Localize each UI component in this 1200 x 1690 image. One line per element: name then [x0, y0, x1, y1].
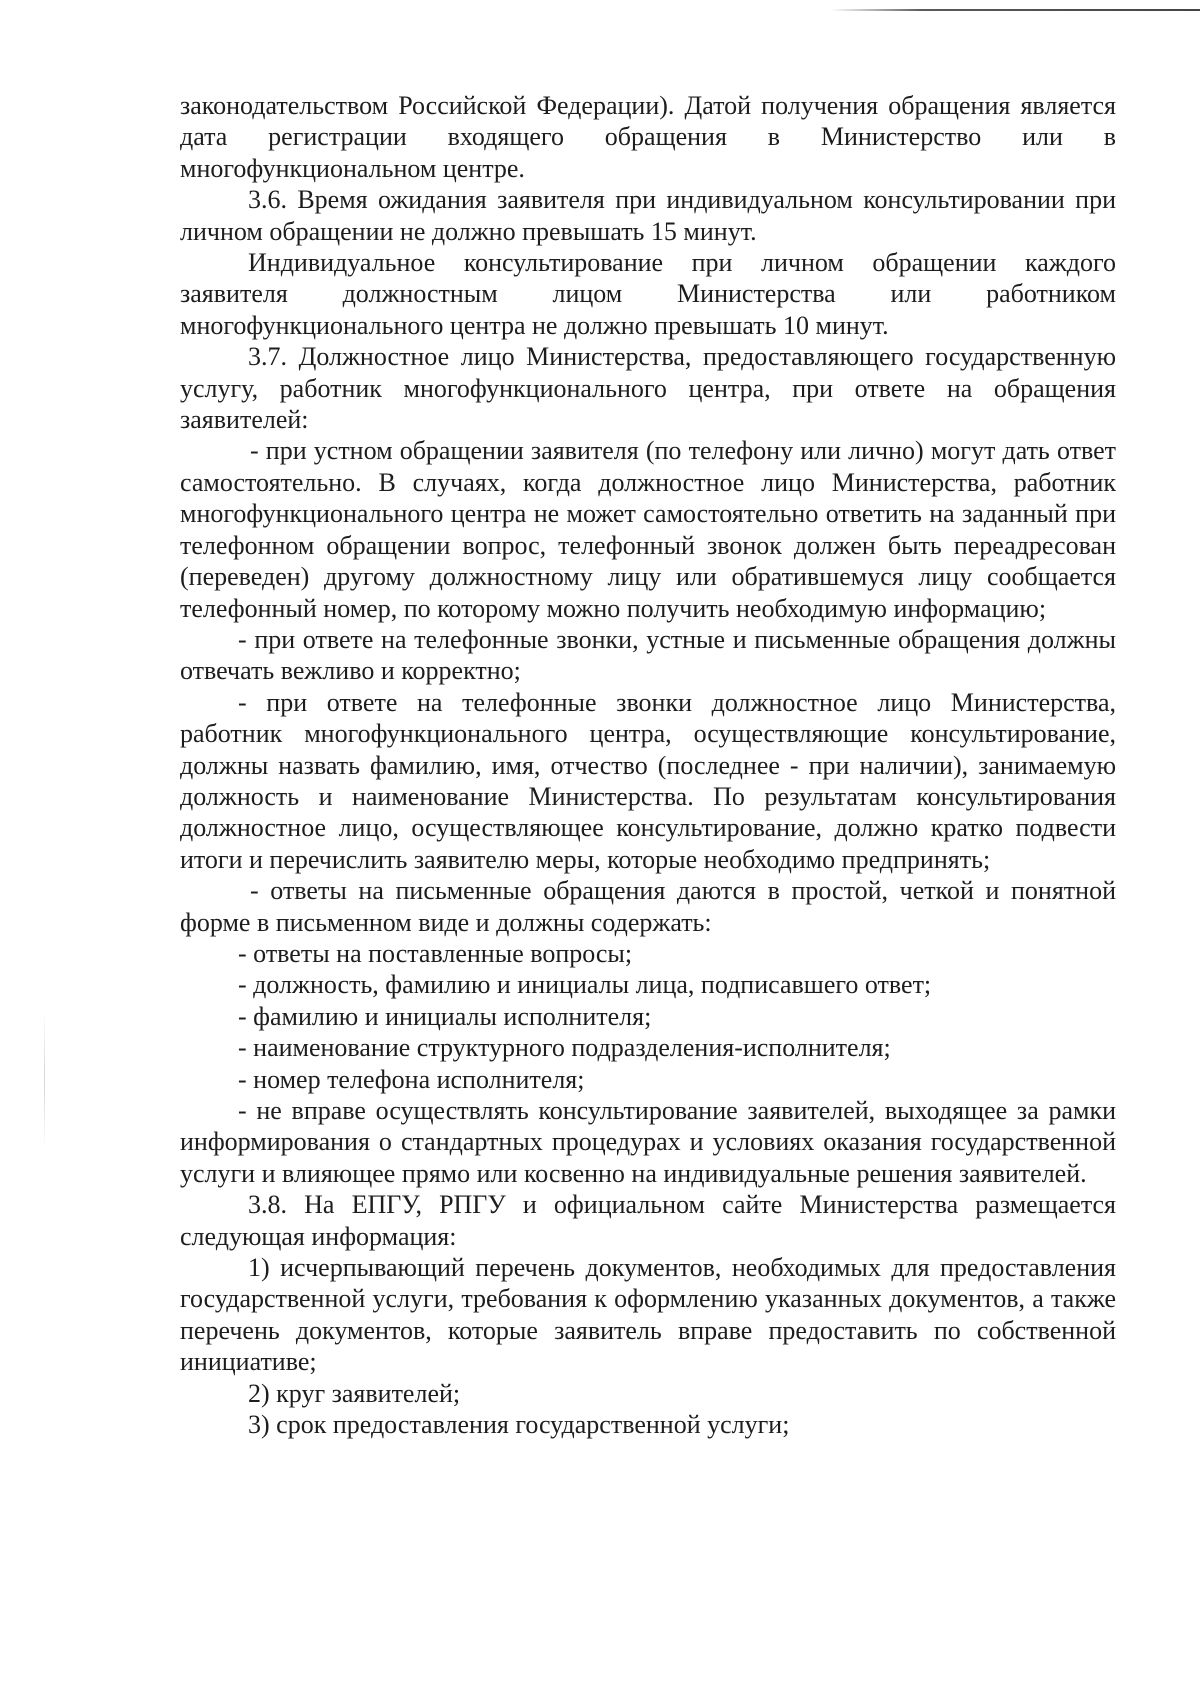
paragraph-3-8-published-info: 3.8. На ЕПГУ, РПГУ и официальном сайте Министерства размещается следующая информация: [180, 1190, 1116, 1251]
paragraph-phone-calls: - при ответе на телефонные звонки должностное лицо Министерства, работник многофункционального центра, осуществляющие консультирование, должны назвать фамилию, имя, отчество (последнее - при наличии), занимаемую должность и наименование Министерства. По результатам консультирования должностное лицо, осуществляющее консультирование, должно кратко подвести итоги и перечислить заявителю меры, которые необходимо предпринять; [180, 687, 1116, 874]
paragraph-3-6-waiting-time: 3.6. Время ожидания заявителя при индивидуальном консультировании при личном обращении не должно превышать 15 минут. [180, 185, 1116, 246]
document-body [180, 90, 1116, 1440]
scan-margin-artifact [44, 1010, 45, 1150]
list-item-executor-name: - фамилию и инициалы исполнителя; [238, 1001, 652, 1031]
list-item-subdivision: - наименование структурного подразделения-исполнителя; [238, 1033, 891, 1063]
list-item-position: - должность, фамилию и инициалы лица, подписавшего ответ; [238, 970, 932, 1000]
paragraph-oral-request: - при устном обращении заявителя (по телефону или лично) могут дать ответ самостоятельно. В случаях, когда должностное лицо Министерства, работник многофункционального центра не может самостоятельно ответить на заданный при телефонном обращении вопрос, телефонный звонок должен быть переадресован (переведен) другому должностному лицу или обратившемуся лицу сообщается телефонный номер, по которому можно получить необходимую информацию; [180, 436, 1116, 623]
list-item-2-applicants: 2) круг заявителей; [248, 1378, 461, 1408]
paragraph-polite-answer: - при ответе на телефонные звонки, устные и письменные обращения должны отвечать вежливо и корректно; [180, 624, 1116, 686]
paragraph-written-answers: - ответы на письменные обращения даются в простой, четкой и понятной форме в письменном виде и должны содержать: [180, 876, 1116, 937]
list-item-answers: - ответы на поставленные вопросы; [238, 938, 633, 968]
paragraph-legislation-continuation: законодательством Российской Федерации). Датой получения обращения является дата регистрации входящего обращения в Министерство или в многофункциональном центре. [180, 91, 1116, 183]
paragraph-individual-consulting: Индивидуальное консультирование при личном обращении каждого заявителя должностным лицом Министерства или работником многофункционального центра не должно превышать 10 минут. [180, 248, 1116, 340]
scan-edge-artifact [830, 9, 1200, 11]
list-item-phone: - номер телефона исполнителя; [238, 1064, 585, 1094]
paragraph-not-entitled: - не вправе осуществлять консультирование заявителей, выходящее за рамки информирования о стандартных процедурах и условиях оказания государственной услуги и влияющее прямо или косвенно на индивидуальные решения заявителей. [180, 1096, 1116, 1188]
list-item-1-documents: 1) исчерпывающий перечень документов, необходимых для предоставления государственной услуги, требования к оформлению указанных документов, а также перечень документов, которые заявитель вправе предоставить по собственной инициативе; [180, 1253, 1116, 1377]
paragraph-3-7-official: 3.7. Должностное лицо Министерства, предоставляющего государственную услугу, работник многофункционального центра, при ответе на обращения заявителей: [180, 342, 1116, 435]
list-item-3-term: 3) срок предоставления государственной услуги; [248, 1410, 790, 1440]
